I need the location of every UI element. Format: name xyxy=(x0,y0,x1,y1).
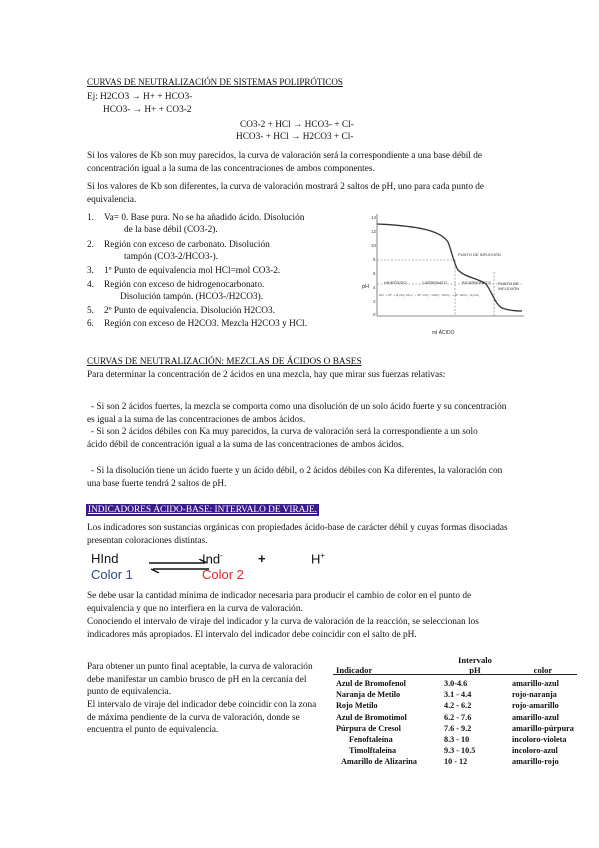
list-item: Región con exceso de carbonato. Disolución xyxy=(104,240,270,250)
y-tick-label: 14 xyxy=(371,215,377,220)
y-tick-label: 0 xyxy=(373,312,376,317)
table-cell: 10 - 12 xyxy=(444,757,468,767)
table-cell: 8.3 - 10 xyxy=(444,735,470,745)
list-item: Región con exceso de hidrogenocarbonato. xyxy=(104,280,265,290)
paragraph-kb-different: Si los valores de Kb son diferentes, la curva de valoración mostrará 2 saltos de pH, uno para cada punto de equivalencia. xyxy=(87,182,485,205)
inflexion-label-2b: INFLEXIÓN xyxy=(498,286,520,291)
y-tick-label: 12 xyxy=(371,229,377,234)
table-cell: Azul de Bromotimol xyxy=(336,712,407,722)
region-label-bicarbonate: BICARBONATO xyxy=(462,280,491,285)
list-item-number: 5. xyxy=(87,306,94,316)
table-row xyxy=(333,745,577,756)
list-item-number: 3. xyxy=(87,266,94,276)
inflexion-label-1: PUNTO DE INFLEXIÓN xyxy=(458,252,501,257)
ind-label: Ind- xyxy=(202,551,223,567)
table-row xyxy=(333,756,577,767)
y-tick-label: 10 xyxy=(371,243,377,248)
list-item-continuation: de la base débil (CO3-2). xyxy=(124,225,218,235)
list-item: Región con exceso de H2CO3. Mezcla H2CO3 y HCl. xyxy=(104,319,307,329)
hplus-label: H+ xyxy=(311,551,326,567)
table-row xyxy=(333,700,577,711)
table-row xyxy=(333,723,577,734)
y-tick-label: 8 xyxy=(373,257,376,262)
table-cell: 3.0-4.6 xyxy=(444,679,468,689)
table-cell: Azul de Bromofenol xyxy=(336,679,406,689)
header-indicator: Indicador xyxy=(336,665,373,675)
y-tick-label: 4 xyxy=(373,285,376,290)
list-item: 1º Punto de equivalencia mol HCl=mol CO3-2. xyxy=(104,266,281,276)
y-axis-label: pH xyxy=(362,284,370,290)
region-label-carbonate: CARBONATO xyxy=(422,280,447,285)
table-row xyxy=(333,712,577,723)
table-cell: 9.3 - 10.5 xyxy=(444,746,476,756)
species-label: OH⁻ + M⁺ + H₂CO₃ CO₃²⁻ + M⁺ CO₃²⁻ HCO₃⁻ HCO₃⁻ + M⁺ HCO₃⁻ H₂CO₃ xyxy=(379,293,480,297)
table-cell: amarillo-azul xyxy=(512,712,559,722)
table-cell: rojo-amarillo xyxy=(512,701,559,711)
section-title-mixtures: CURVAS DE NEUTRALIZACIÓN: MEZCLAS DE ÁCIDOS O BASES xyxy=(87,357,362,367)
y-tick-label: 2 xyxy=(373,299,376,304)
plus-sign: + xyxy=(258,551,266,566)
paragraph-kb-similar: Si los valores de Kb son muy parecidos, la curva de valoración será la correspondiente a una base débil de concentración igual a la suma de las concentraciones de ambos componentes. xyxy=(87,151,482,174)
table-cell: Timolftaleína xyxy=(349,746,397,756)
table-cell: Púrpura de Cresol xyxy=(336,723,401,733)
table-row xyxy=(333,678,577,689)
table-cell: 7.6 - 9.2 xyxy=(444,723,472,733)
table-cell: 3.1 - 4.4 xyxy=(444,690,472,700)
list-item-number: 4. xyxy=(87,280,94,290)
indicator-table xyxy=(333,655,577,768)
table-cell: Amarillo de Alizarina xyxy=(341,757,417,767)
equation-4: HCO3- + HCl → H2CO3 + Cl- xyxy=(236,132,354,142)
list-item-continuation: tampón (CO3-2/HCO3-). xyxy=(124,252,218,262)
list-item: 2º Punto de equivalencia. Disolución H2CO3. xyxy=(104,306,275,316)
paragraph-weak-acids: - Si son 2 ácidos débiles con Ka muy parecidos, la curva de valoración será la correspondiente a un solo ácido débil de concentración igual a la suma de las concentraciones de ambos ácidos. xyxy=(87,427,478,450)
equation-2: HCO3- → H+ + CO3-2 xyxy=(103,105,192,115)
indicator-equilibrium xyxy=(91,551,351,585)
header-color: color xyxy=(533,665,553,675)
section-title-indicators xyxy=(86,504,319,517)
equation-3: CO3-2 + HCl → HCO3- + Cl- xyxy=(240,120,354,130)
paragraph-max-slope: El intervalo de viraje del indicador debe coincidir con la zona de máxima pendiente de la curva de valoración, donde se encuentra el punto de equivalencia. xyxy=(87,700,317,736)
list-item-number: 2. xyxy=(87,240,94,250)
section-title-polyprotic: CURVAS DE NEUTRALIZACIÓN DE SISTEMAS POLIPRÓTICOS xyxy=(87,77,343,87)
y-tick-label: 6 xyxy=(373,271,376,276)
paragraph-interval: Conociendo el intervalo de viraje del indicador y la curva de valoración de la reacción, se seleccionan los indicadores más apropiados. El intervalo del indicador debe coincidir con el salto de pH. xyxy=(87,617,479,640)
paragraph-strong-weak-acids: - Si la disolución tiene un ácido fuerte y un ácido débil, o 2 ácidos débiles con Ka diferentes, la valoración con una base fuerte tendrá 2 saltos de pH. xyxy=(87,466,503,489)
hind-label: HInd xyxy=(91,551,119,566)
titration-curve-figure xyxy=(362,212,527,340)
color1-label: Color 1 xyxy=(91,567,133,582)
x-axis-label: ml ÁCIDO xyxy=(432,330,455,336)
table-row xyxy=(333,734,577,745)
table-cell: rojo-naranja xyxy=(512,690,557,700)
list-item-number: 1. xyxy=(87,213,94,223)
titration-curve-line xyxy=(377,224,522,311)
paragraph-strong-acids: - Si son 2 ácidos fuertes, la mezcla se comporta como una disolución de un solo ácido fuerte y su concentración es igual a la suma de las concentraciones de ambos ácidos. xyxy=(87,402,507,425)
header-interval: Intervalo pH xyxy=(458,655,492,675)
table-cell: Naranja de Metilo xyxy=(336,690,401,700)
section-title-indicators-text: INDICADORES ÁCIDO-BASE: INTERVALO DE VIRAJE. xyxy=(88,505,318,515)
table-cell: amarillo-rojo xyxy=(512,757,559,767)
paragraph-indicators-intro: Los indicadores son sustancias orgánicas con propiedades ácido-base de carácter débil y cuyas formas disociadas presentan coloraciones distintas. xyxy=(87,523,508,546)
paragraph-mixtures-intro: Para determinar la concentración de 2 ácidos en una mezcla, hay que mirar sus fuerzas relativas: xyxy=(87,370,446,380)
table-cell: 6.2 - 7.6 xyxy=(444,712,472,722)
list-item-number: 6. xyxy=(87,319,94,329)
table-cell: 4.2 - 6.2 xyxy=(444,701,472,711)
list-item-continuation: Disolución tampón. (HCO3-/H2CO3). xyxy=(120,292,264,302)
color2-label: Color 2 xyxy=(202,567,244,582)
table-header-row xyxy=(333,655,577,678)
paragraph-indicator-amount: Se debe usar la cantidad mínima de indicador necesaria para producir el cambio de color en el punto de equivalencia y que no interfiera en la curva de valoración. xyxy=(87,591,472,614)
inflexion-label-2: PUNTO DE xyxy=(498,281,519,286)
table-cell: Fenoftaleína xyxy=(349,735,393,745)
list-item: Va= 0. Base pura. No se ha añadido ácido. Disolución xyxy=(104,213,305,223)
table-row xyxy=(333,689,577,700)
region-label-hydroxide: HIDRÓXIDO xyxy=(384,280,407,285)
paragraph-end-point: Para obtener un punto final aceptable, la curva de valoración debe manifestar un cambio brusco de pH en la cercanía del punto de equivalencia. xyxy=(87,662,313,698)
table-cell: amarillo-púrpura xyxy=(512,723,574,733)
equation-1: Ej: H2CO3 → H+ + HCO3- xyxy=(87,92,193,102)
table-cell: amarillo-azul xyxy=(512,679,559,689)
table-cell: incoloro-violeta xyxy=(512,735,567,745)
table-cell: Rojo Metilo xyxy=(336,701,378,711)
table-cell: incoloro-azul xyxy=(512,746,558,756)
